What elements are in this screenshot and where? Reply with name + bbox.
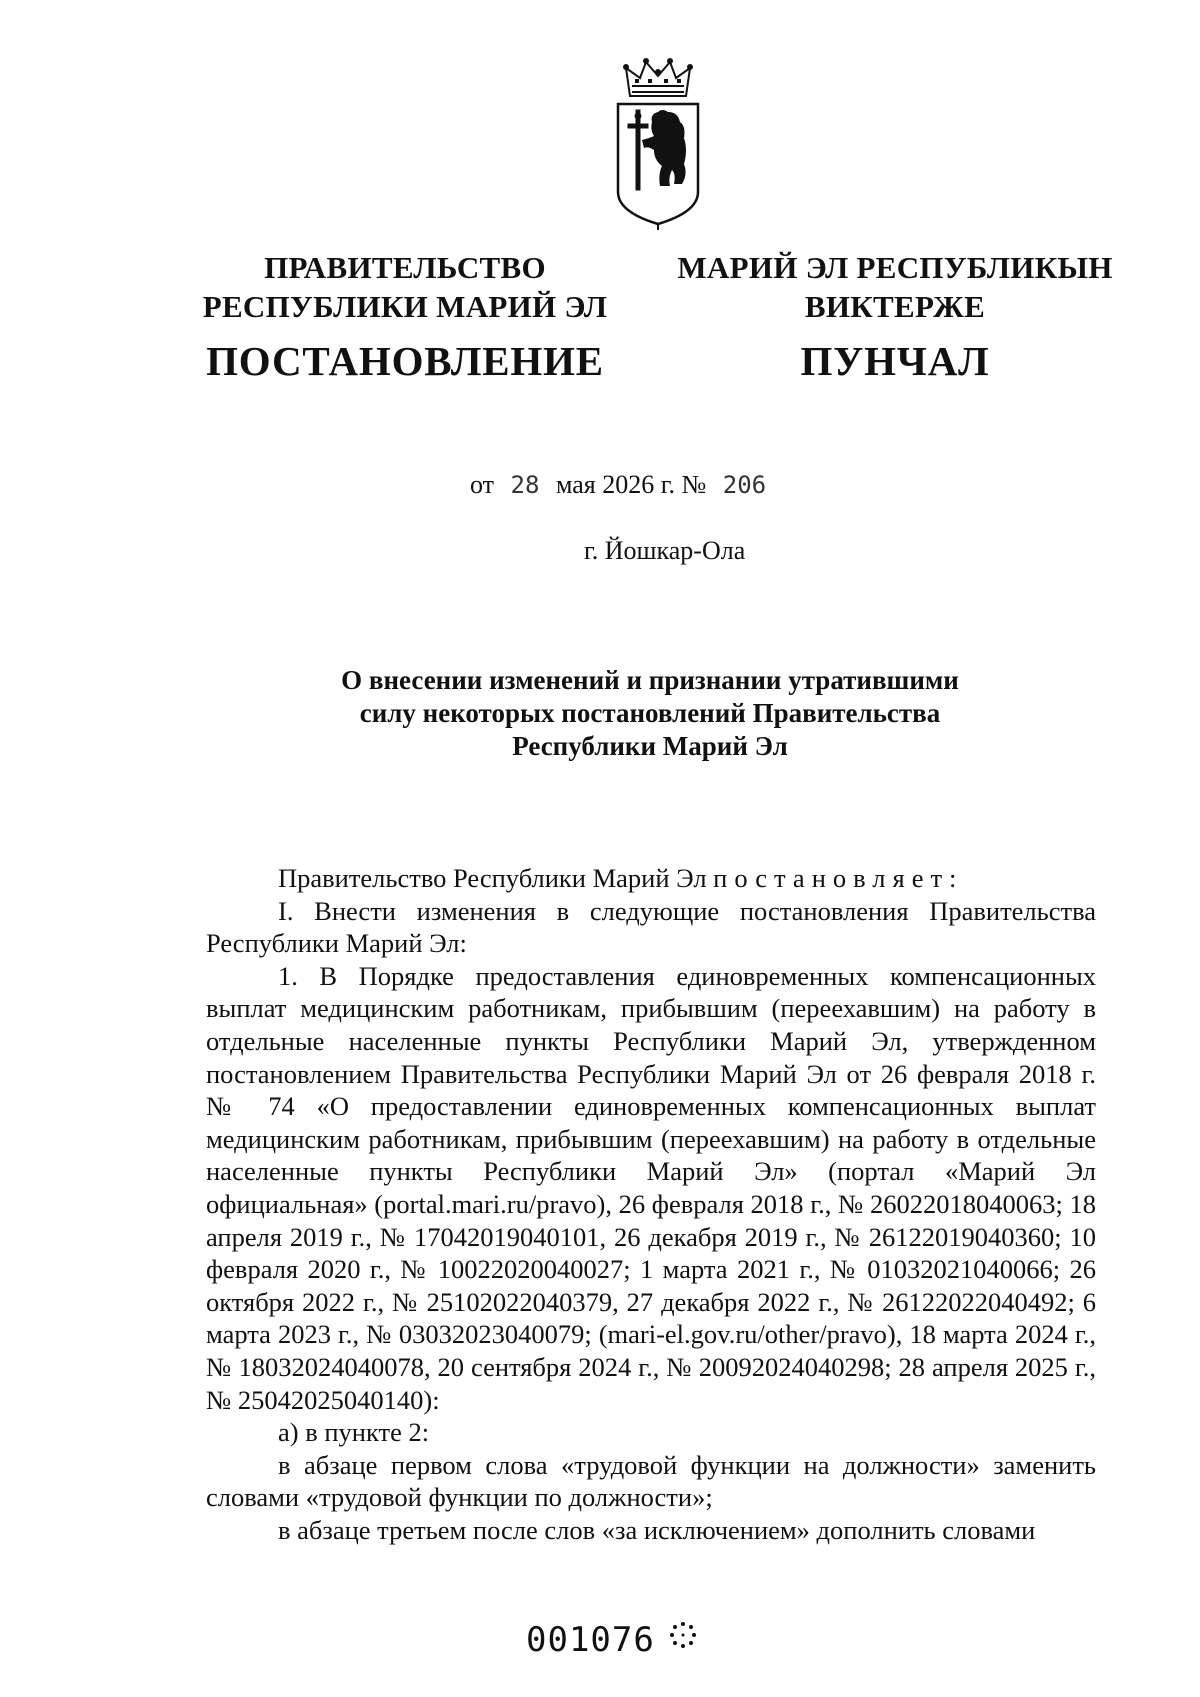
asterisk-mark-icon — [668, 1620, 698, 1650]
date-month-year: мая 2026 г. № — [555, 470, 707, 499]
doc-type-mari: ПУНЧАЛ — [800, 338, 990, 384]
city: г. Йошкар-Ола — [584, 536, 746, 565]
document-body — [206, 862, 1096, 1546]
org-name-ru-line2: РЕСПУБЛИКИ МАРИЙ ЭЛ — [202, 289, 608, 324]
paragraph: в абзаце третьем после слов «за исключением» дополнить словами — [278, 1514, 1036, 1545]
org-name-mari-line1: МАРИЙ ЭЛ РЕСПУБЛИКЫН — [677, 250, 1113, 285]
intro-paragraph — [206, 862, 1096, 895]
sub-item-a: а) в пункте 2: — [278, 1417, 430, 1448]
document-number: 206 — [722, 471, 767, 499]
header-left — [195, 248, 615, 386]
serial-number: 001076 — [526, 1620, 655, 1660]
item-1: 1. В Порядке предоставления единовременных компенсационных выплат медицинским работникам, прибывшим (переехавшим) на работу в отдельные населенные пункты Республики Марий Эл, утвержденном постановлением Правительства Республики Марий Эл от 26 февраля 2018 г. № 74 «О предоставлении единовременных компенсационных выплат медицинским работникам, прибывшим (переехавшим) на работу в отдельные населенные пункты Республики Марий Эл» (портал «Марий Эл официальная» (portal.mari.ru/pravo), 26 февраля 2018 г., № 26022018040063; 18 апреля 2019 г., № 17042019040101, 26 декабря 2019 г., № 26122019040360; 10 февраля 2020 г., № 10022020040027; 1 марта 2021 г., № 01032021040066; 26 октября 2022 г., № 25102022040379, 27 декабря 2022 г., № 26122022040492; 6 марта 2023 г., № 03032023040079; (mari-el.gov.ru/other/pravo), 18 марта 2024 г., № 18032024040078, 20 сентября 2024 г., № 20092024040298; 28 апреля 2025 г., № 25042025040140): — [206, 960, 1096, 1415]
mari-el-coat-of-arms-icon — [588, 52, 728, 232]
document-title — [230, 664, 1070, 763]
org-name-mari-line2: ВИКТЕРЖЕ — [804, 289, 986, 324]
date-prefix: от — [470, 470, 495, 499]
date-line — [470, 470, 776, 500]
header-right — [665, 248, 1125, 386]
paragraph: в абзаце первом слова «трудовой функции на должности» заменить словами «трудовой функции по должности»; — [206, 1449, 1096, 1513]
title-line: О внесении изменений и признании утратившими — [341, 665, 959, 695]
org-name-ru-line1: ПРАВИТЕЛЬСТВО — [264, 250, 546, 285]
intro-verb: постановляет: — [713, 863, 964, 893]
doc-type-ru: ПОСТАНОВЛЕНИЕ — [206, 338, 604, 384]
title-line: Республики Марий Эл — [512, 731, 788, 761]
title-line: силу некоторых постановлений Правительства — [359, 698, 941, 728]
date-day: 28 — [510, 471, 540, 499]
intro-lead: Правительство Республики Марий Эл — [278, 863, 707, 893]
section-i: I. Внести изменения в следующие постановления Правительства Республики Марий Эл: — [206, 895, 1096, 959]
